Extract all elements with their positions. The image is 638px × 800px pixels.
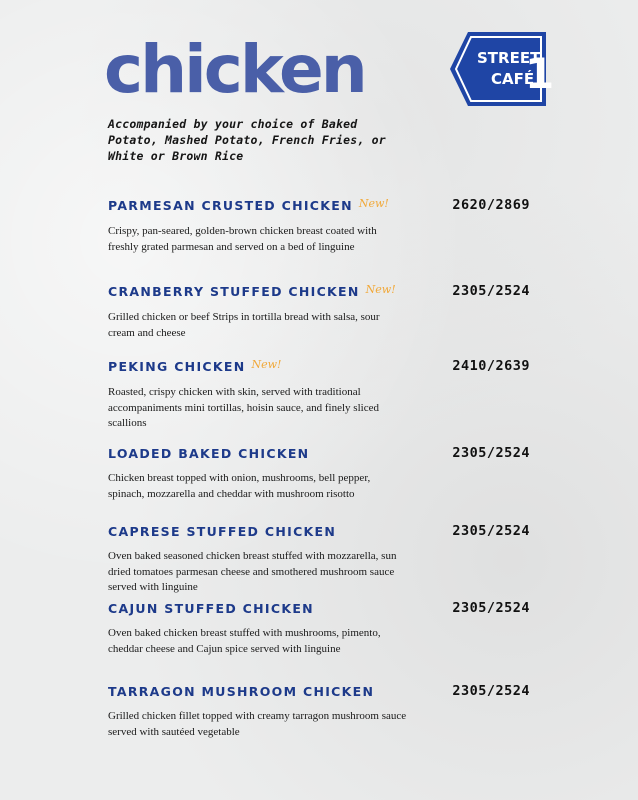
item-description: Grilled chicken fillet topped with creamy tarragon mushroom sauce served with sautéed vegetable: [108, 710, 407, 738]
item-name: CRANBERRY STUFFED CHICKEN: [108, 284, 360, 299]
item-description: Chicken breast topped with onion, mushrooms, bell pepper, spinach, mozzarella and cheddar with mushroom risotto: [108, 472, 371, 500]
menu-item: [108, 197, 538, 255]
item-name: TARRAGON MUSHROOM CHICKEN: [108, 684, 375, 699]
menu-item: [108, 358, 538, 432]
menu-item: [108, 283, 538, 341]
menu-item: [108, 523, 538, 596]
menu-item: [108, 600, 538, 657]
new-badge: New!: [251, 358, 282, 371]
item-description: Oven baked chicken breast stuffed with mushrooms, pimento, cheddar cheese and Cajun spice served with linguine: [108, 627, 381, 655]
item-description: Crispy, pan-seared, golden-brown chicken breast coated with freshly grated parmesan and served on a bed of linguine: [108, 225, 377, 253]
item-name: PARMESAN CRUSTED CHICKEN: [108, 198, 353, 213]
page-title: chicken: [104, 31, 365, 108]
item-price: 2305/2524: [452, 283, 530, 299]
item-price: 2620/2869: [452, 197, 530, 213]
menu-item: [108, 445, 538, 502]
menu-item: [108, 683, 538, 740]
item-price: 2305/2524: [452, 683, 530, 699]
item-price: 2410/2639: [452, 358, 530, 374]
new-badge: New!: [365, 283, 396, 296]
item-description: Grilled chicken or beef Strips in tortilla bread with salsa, sour cream and cheese: [108, 311, 380, 339]
item-name: CAJUN STUFFED CHICKEN: [108, 601, 314, 616]
logo-number: 1: [525, 49, 555, 98]
item-name: LOADED BAKED CHICKEN: [108, 446, 310, 461]
item-name: PEKING CHICKEN: [108, 359, 246, 374]
logo-line1: STREET: [477, 49, 541, 67]
item-price: 2305/2524: [452, 523, 530, 539]
new-badge: New!: [358, 197, 389, 210]
item-description: Roasted, crispy chicken with skin, served with traditional accompaniments mini tortillas, hoisin sauce, and finely sliced scallions: [108, 386, 379, 429]
page-subtitle: Accompanied by your choice of Baked Potato, Mashed Potato, French Fries, or White or Brown Rice: [108, 117, 386, 163]
logo-line2: CAFÉ: [491, 70, 535, 88]
item-price: 2305/2524: [452, 445, 530, 461]
street-cafe-logo: [450, 32, 555, 106]
item-name: CAPRESE STUFFED CHICKEN: [108, 524, 337, 539]
item-price: 2305/2524: [452, 600, 530, 616]
item-description: Oven baked seasoned chicken breast stuffed with mozzarella, sun dried tomatoes parmesan cheese and smothered mushroom sauce served with linguine: [108, 550, 397, 593]
